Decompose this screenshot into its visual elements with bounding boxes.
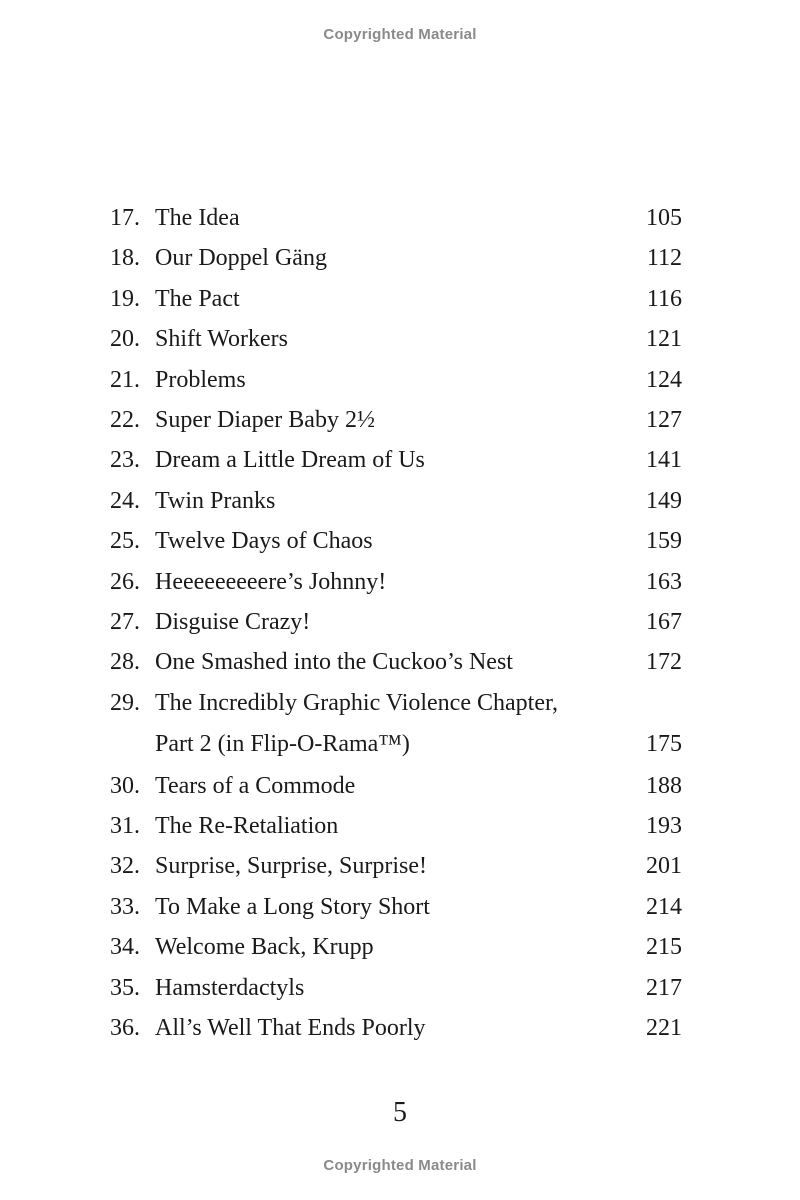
chapter-number: 27. xyxy=(110,608,140,635)
chapter-title: Dream a Little Dream of Us xyxy=(155,447,425,474)
toc-entry xyxy=(110,602,682,642)
chapter-number: 31. xyxy=(110,813,140,840)
chapter-number: 35. xyxy=(110,974,140,1001)
toc-entry xyxy=(110,279,682,319)
chapter-number: 34. xyxy=(110,934,140,961)
chapter-page: 214 xyxy=(646,893,682,920)
toc-entry xyxy=(110,642,682,682)
chapter-number: 24. xyxy=(110,487,140,514)
toc-entry xyxy=(110,319,682,359)
toc-entry xyxy=(110,766,682,806)
chapter-page: 141 xyxy=(646,447,682,474)
chapter-page: 149 xyxy=(646,487,682,514)
chapter-number: 25. xyxy=(110,528,140,555)
toc-entry xyxy=(110,400,682,440)
toc-entry xyxy=(110,562,682,602)
chapter-title: Disguise Crazy! xyxy=(155,608,311,635)
chapter-number: 36. xyxy=(110,1015,140,1042)
chapter-page: 163 xyxy=(646,568,682,595)
chapter-number: 33. xyxy=(110,893,140,920)
toc-entry xyxy=(110,481,682,521)
toc-entry xyxy=(110,198,682,238)
table-of-contents xyxy=(110,198,682,1048)
chapter-number: 32. xyxy=(110,853,140,880)
chapter-number: 20. xyxy=(110,326,140,353)
chapter-title: Problems xyxy=(155,366,246,393)
toc-entry xyxy=(110,968,682,1008)
chapter-page: 193 xyxy=(646,813,682,840)
chapter-page: 175 xyxy=(646,731,682,758)
toc-entry xyxy=(110,927,682,967)
chapter-number: 17. xyxy=(110,205,140,231)
chapter-title: Surprise, Surprise, Surprise! xyxy=(155,853,427,880)
chapter-page: 127 xyxy=(646,406,682,433)
toc-entry xyxy=(110,887,682,927)
chapter-page: 217 xyxy=(646,974,682,1001)
chapter-page: 159 xyxy=(646,528,682,555)
chapter-title: Heeeeeeeeere’s Johnny! xyxy=(155,568,387,595)
toc-entry xyxy=(110,806,682,846)
chapter-number: 29. xyxy=(110,689,140,716)
copyright-watermark-bottom: Copyrighted Material xyxy=(323,1157,477,1174)
chapter-page: 124 xyxy=(646,366,682,393)
chapter-title: One Smashed into the Cuckoo’s Nest xyxy=(155,649,513,676)
chapter-title: Welcome Back, Krupp xyxy=(155,934,374,961)
chapter-page: 215 xyxy=(646,934,682,961)
chapter-title: Part 2 (in Flip-O-Rama™) xyxy=(155,731,410,758)
chapter-title: Twelve Days of Chaos xyxy=(155,528,373,555)
chapter-title: All’s Well That Ends Poorly xyxy=(155,1015,426,1042)
chapter-title: Super Diaper Baby 2½ xyxy=(155,406,375,433)
page-number: 5 xyxy=(393,1097,407,1128)
chapter-page: 201 xyxy=(646,853,682,880)
chapter-number: 22. xyxy=(110,406,140,433)
chapter-number: 26. xyxy=(110,568,140,595)
chapter-number: 21. xyxy=(110,366,140,393)
toc-entry xyxy=(110,238,682,278)
chapter-number: 28. xyxy=(110,649,140,676)
chapter-title: Twin Pranks xyxy=(155,487,276,514)
chapter-page: 221 xyxy=(646,1015,682,1042)
chapter-page: 188 xyxy=(646,772,682,799)
chapter-page: 116 xyxy=(646,285,682,312)
toc-entry xyxy=(110,360,682,400)
toc-entry xyxy=(110,846,682,886)
toc-entry xyxy=(110,1008,682,1048)
chapter-title: The Re-Retaliation xyxy=(155,813,339,840)
chapter-title: The Pact xyxy=(155,285,240,312)
chapter-page: 112 xyxy=(646,245,682,272)
chapter-title: Hamsterdactyls xyxy=(155,974,305,1001)
toc-entry-continuation xyxy=(110,724,682,766)
chapter-title: To Make a Long Story Short xyxy=(155,893,430,920)
chapter-number: 23. xyxy=(110,447,140,474)
chapter-page: 172 xyxy=(646,649,682,676)
chapter-number: 19. xyxy=(110,285,140,312)
chapter-page: 167 xyxy=(646,608,682,635)
chapter-page: 105 xyxy=(646,205,682,231)
chapter-title: The Incredibly Graphic Violence Chapter, xyxy=(155,689,558,716)
chapter-number: 18. xyxy=(110,245,140,272)
chapter-title: Shift Workers xyxy=(155,326,288,353)
copyright-watermark-top: Copyrighted Material xyxy=(323,26,477,43)
chapter-page: 121 xyxy=(646,326,682,353)
chapter-title: Tears of a Commode xyxy=(155,772,356,799)
chapter-title: Our Doppel Gäng xyxy=(155,245,327,272)
chapter-title: The Idea xyxy=(155,205,240,231)
toc-entry xyxy=(110,683,682,725)
toc-entry xyxy=(110,440,682,480)
chapter-number: 30. xyxy=(110,772,140,799)
toc-entry xyxy=(110,521,682,561)
